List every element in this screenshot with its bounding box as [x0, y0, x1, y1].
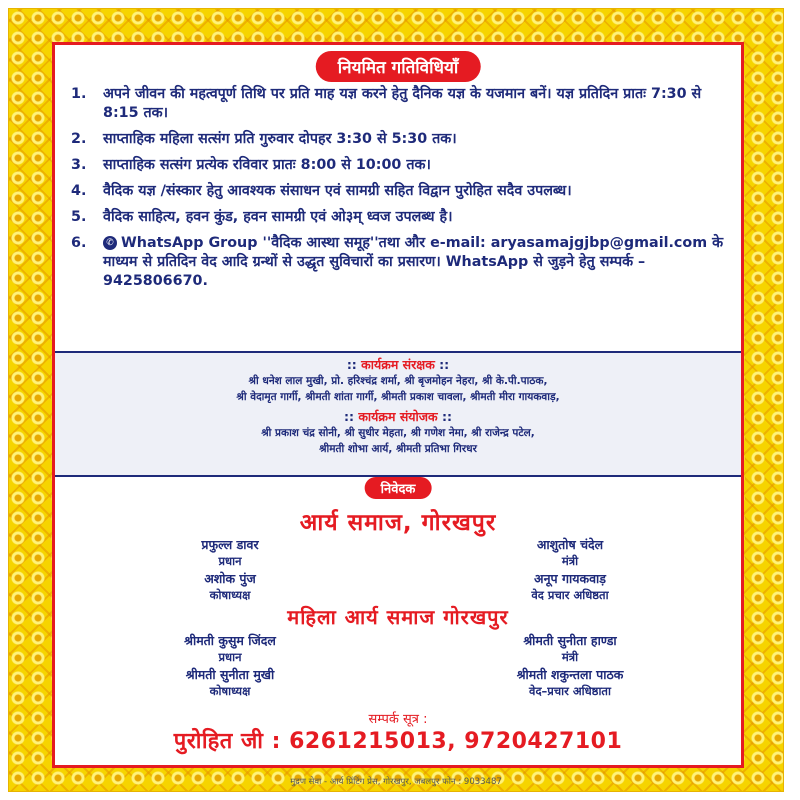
- item-text: WhatsApp Group ''वैदिक आस्था समूह''तथा और e-mail: aryasamajgjbp@gmail.com के माध्यम से प्रतिदिन वेद आदि ग्रन्थों से उद्धृत सुविचारों का प्रसारण। WhatsApp से जुड़ने हेतु सम्पर्क – 9425806670.: [103, 235, 724, 289]
- officer-name: श्रीमती शकुन्तला पाठक: [516, 667, 624, 682]
- item-number: 6.: [71, 235, 87, 251]
- page-title: नियमित गतिविधियाँ: [316, 51, 481, 82]
- patrons-names-line: श्री वेदामृत गार्गी, श्रीमती शांता गार्गी, श्रीमती प्रकाश चावला, श्रीमती मीरा गायकवाड़,: [236, 391, 560, 403]
- list-item: [67, 130, 727, 149]
- list-item: [67, 85, 727, 123]
- item-text: साप्ताहिक महिला सत्संग प्रति गुरुवार दोपहर 3:30 से 5:30 तक।: [103, 131, 457, 147]
- officer-name: श्रीमती सुनीता हाण्डा: [523, 633, 617, 648]
- item-text: साप्ताहिक सत्संग प्रत्येक रविवार प्रातः 8:00 से 10:00 तक।: [103, 157, 431, 173]
- officer-role: वेद प्रचार अधिष्ठता: [531, 588, 609, 602]
- officer-name: श्रीमती कुसुम जिंदल: [184, 633, 276, 648]
- patrons-heading: :: कार्यक्रम संरक्षक ::: [346, 357, 450, 372]
- item-text: वैदिक यज्ञ /संस्कार हेतु आवश्यक संसाधन एवं सामग्री सहित विद्वान पुरोहित सदैव उपलब्ध।: [103, 183, 572, 199]
- officer-role: कोषाध्यक्ष: [209, 684, 251, 698]
- activities-list: [67, 85, 727, 298]
- contact-heading: सम्पर्क सूत्र :: [368, 712, 428, 727]
- mahila-samaj-title: महिला आर्य समाज गोरखपुर: [287, 605, 509, 629]
- officer-role: प्रधान: [218, 554, 242, 568]
- officer-block: [115, 537, 345, 569]
- item-text: अपने जीवन की महत्वपूर्ण तिथि पर प्रति माह यज्ञ करने हेतु दैनिक यज्ञ के यजमान बनें। यज्ञ प्रतिदिन प्रातः 7:30 से 8:15 तक।: [103, 86, 702, 121]
- printer-footer: मुद्रण सेवा - आर्य प्रिंटिंग प्रेस, गोरखपुर, जबलपुर फोन : 9033487: [290, 777, 502, 787]
- coordinators-names-line: श्रीमती शोभा आर्य, श्रीमती प्रतिभा गिरधर: [319, 443, 477, 455]
- officer-block: [455, 571, 685, 603]
- list-item: [67, 156, 727, 175]
- officer-role: मंत्री: [561, 650, 579, 664]
- coordinators-heading: :: कार्यक्रम संयोजक ::: [343, 409, 453, 424]
- patrons-names-line: श्री धनेश लाल मुखी, प्रो. हरिश्चंद्र शर्मा, श्री बृजमोहन नेहरा, श्री के.पी.पाठक,: [248, 375, 548, 387]
- officer-block: [115, 571, 345, 603]
- officer-role: प्रधान: [218, 650, 242, 664]
- content-panel: [52, 42, 744, 768]
- officer-block: [455, 633, 685, 665]
- officer-role: मंत्री: [561, 554, 579, 568]
- coordinators-names-line: श्री प्रकाश चंद्र सोनी, श्री सुधीर मेहता, श्री गणेश नेमा, श्री राजेन्द्र पटेल,: [261, 427, 535, 439]
- list-item: [67, 234, 727, 291]
- officer-role: वेद–प्रचार अधिष्ठाता: [529, 684, 611, 698]
- officer-block: [115, 633, 345, 665]
- officer-block: [455, 537, 685, 569]
- officer-block: [115, 667, 345, 699]
- officer-name: अशोक पुंज: [204, 571, 256, 586]
- officer-name: श्रीमती सुनीता मुखी: [185, 667, 275, 682]
- officer-block: [455, 667, 685, 699]
- item-number: 3.: [71, 157, 87, 173]
- whatsapp-icon: ✆: [103, 236, 117, 250]
- arya-samaj-title: आर्य समाज, गोरखपुर: [299, 510, 497, 536]
- nivedak-label: निवेदक: [365, 477, 432, 499]
- committee-band: [55, 351, 741, 477]
- item-number: 5.: [71, 209, 87, 225]
- item-number: 1.: [71, 86, 87, 102]
- item-text: वैदिक साहित्य, हवन कुंड, हवन सामग्री एवं ओ३म् ध्वज उपलब्ध है।: [103, 209, 453, 225]
- item-number: 4.: [71, 183, 87, 199]
- decorative-border: [8, 8, 784, 792]
- officer-name: अनूप गायकवाड़: [534, 571, 606, 586]
- officer-name: प्रफुल्ल डावर: [201, 537, 259, 552]
- officer-role: कोषाध्यक्ष: [209, 588, 251, 602]
- list-item: [67, 208, 727, 227]
- item-number: 2.: [71, 131, 87, 147]
- list-item: [67, 182, 727, 201]
- officer-name: आशुतोष चंदेल: [536, 537, 604, 552]
- contact-phone: पुरोहित जी : 6261215013, 9720427101: [173, 729, 623, 754]
